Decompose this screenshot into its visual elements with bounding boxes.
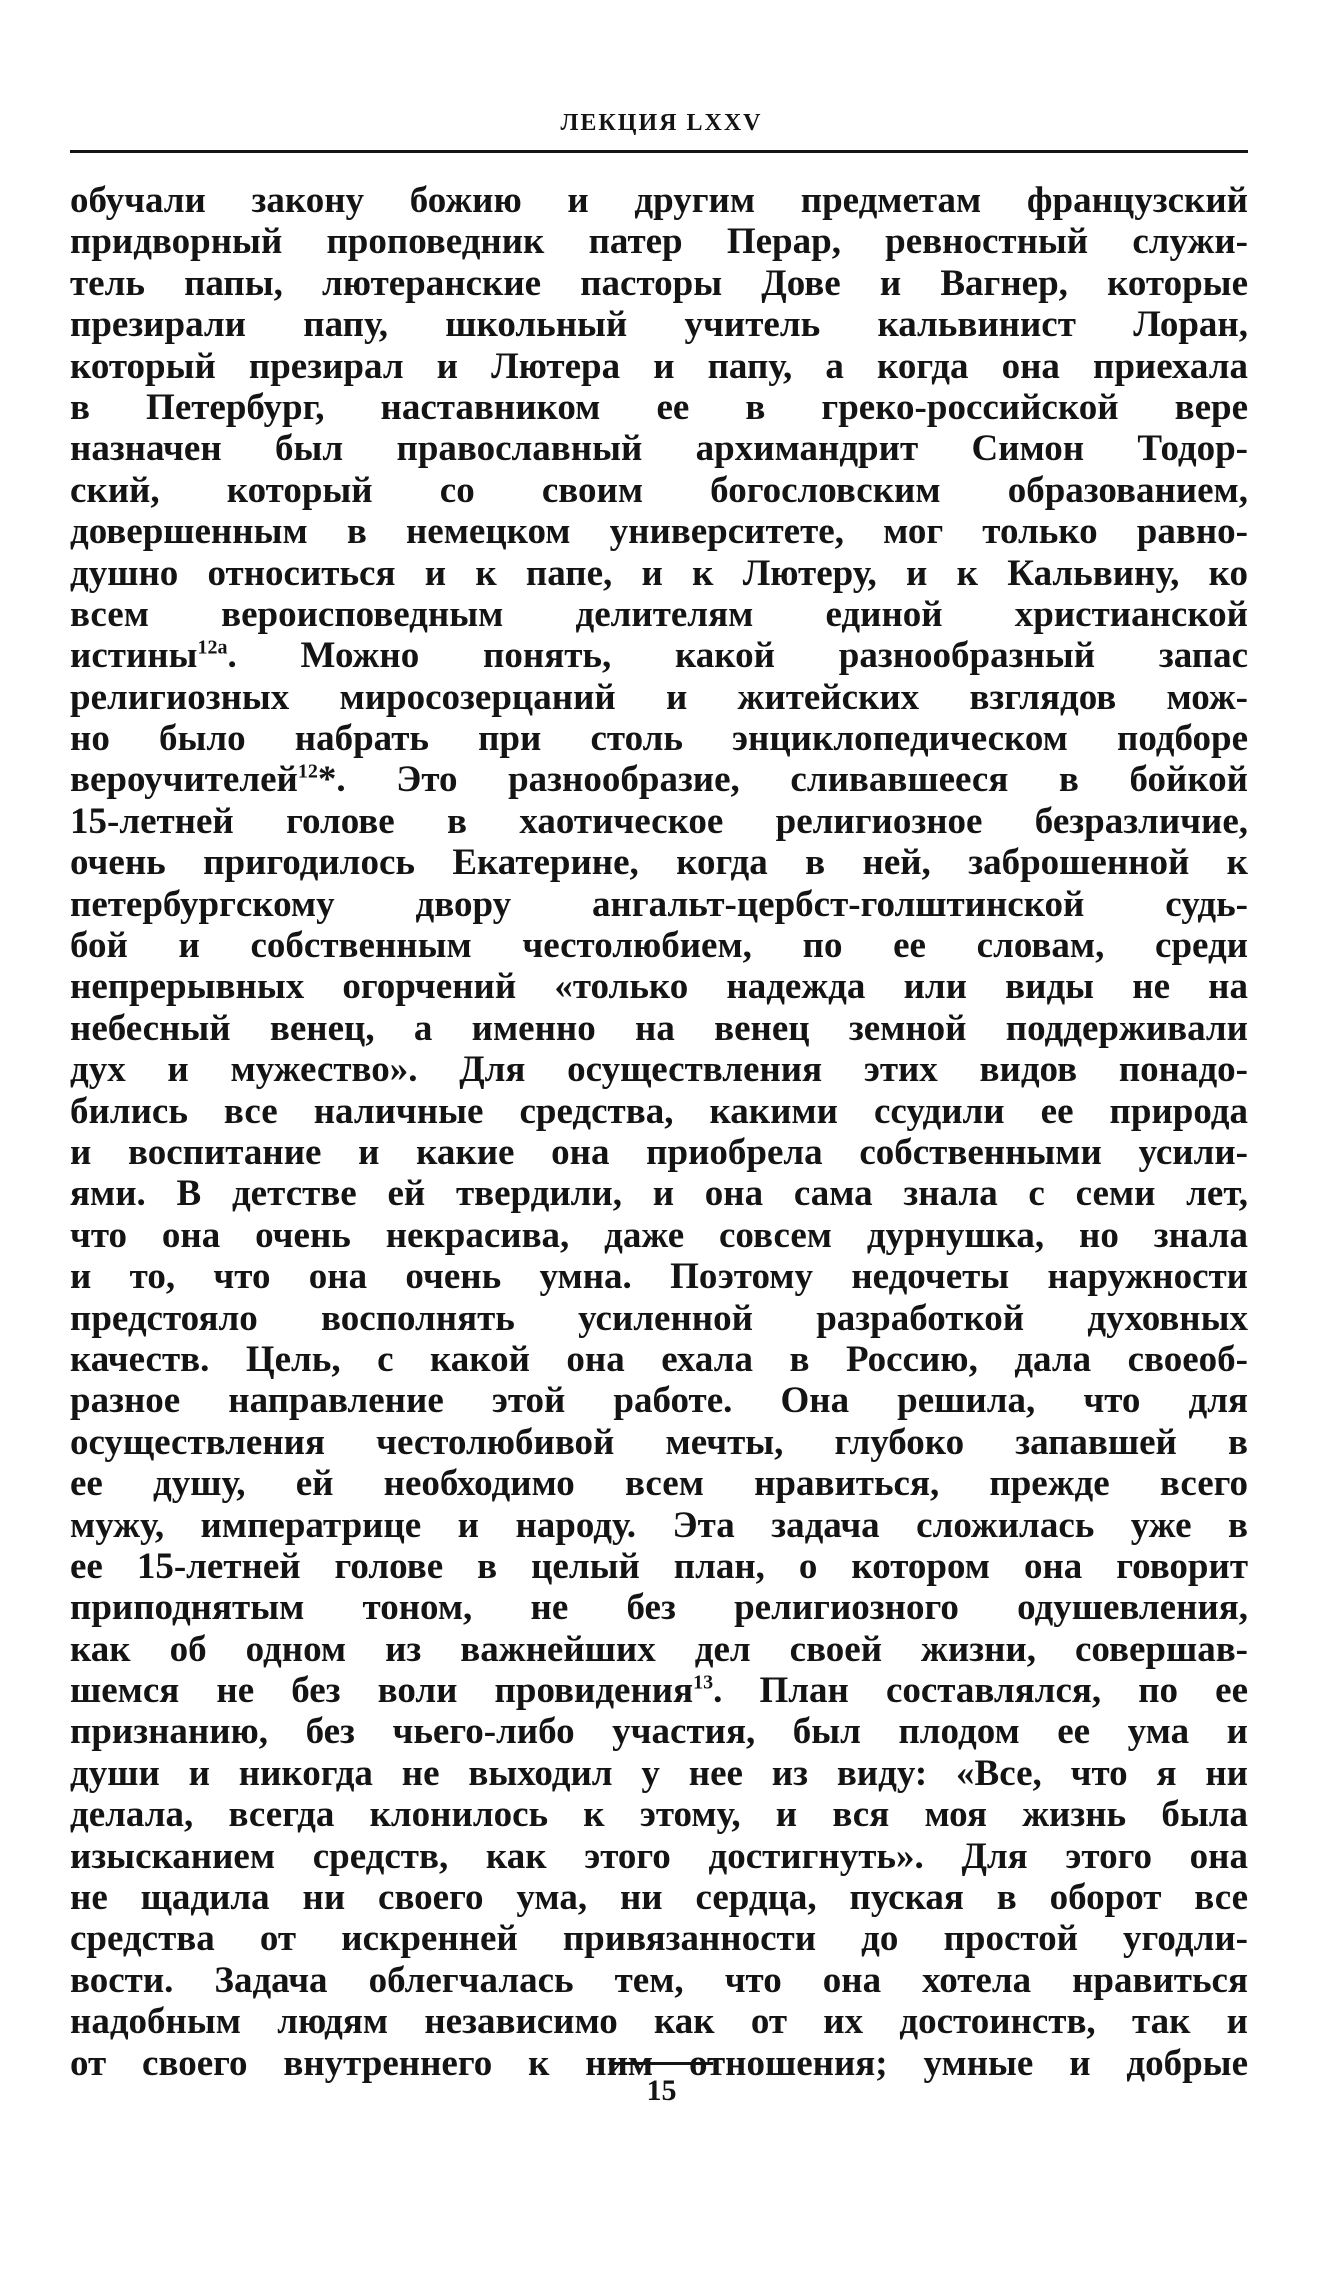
text-line: назначен был православный архимандрит Симон Тодор- bbox=[70, 428, 1248, 470]
text-line: всем вероисповедным делителям единой христианской bbox=[70, 593, 1248, 635]
text-line: ский, который со своим богословским образованием, bbox=[70, 469, 1248, 511]
text-line: осуществления честолюбивой мечты, глубоко запавшей в bbox=[70, 1421, 1248, 1463]
text-line: качеств. Цель, с какой она ехала в Россию, дала своеоб- bbox=[70, 1338, 1248, 1380]
text-line: который презирал и Лютера и папу, а когда она приехала bbox=[70, 345, 1248, 387]
text-line: и воспитание и какие она приобрела собственными усили- bbox=[70, 1131, 1248, 1173]
footnote-star: *. bbox=[317, 759, 346, 801]
footer-rule bbox=[609, 2062, 713, 2065]
text-line: бились все наличные средства, какими ссудили ее природа bbox=[70, 1090, 1248, 1132]
text-line: довершенным в немецком университете, мог только равно- bbox=[70, 511, 1248, 553]
footnote-marker: 13 bbox=[693, 1671, 714, 1694]
line-prefix: истины bbox=[70, 635, 198, 677]
text-line: как об одном из важнейших дел своей жизни, совершав- bbox=[70, 1628, 1248, 1670]
text-line: дух и мужество». Для осуществления этих видов понадо- bbox=[70, 1049, 1248, 1091]
text-line-with-footnote bbox=[70, 635, 1248, 676]
text-line: очень пригодилось Екатерине, когда в ней, заброшенной к bbox=[70, 842, 1248, 884]
text-line: бой и собственным честолюбием, по ее словам, среди bbox=[70, 925, 1248, 967]
text-line: религиозных миросозерцаний и житейских взглядов мож- bbox=[70, 676, 1248, 718]
text-line: ее 15-летней голове в целый план, о котором она говорит bbox=[70, 1545, 1248, 1587]
text-line: петербургскому двору ангальт-цербст-голштинской судь- bbox=[70, 883, 1248, 925]
text-line: надобным людям независимо как от их достоинств, так и bbox=[70, 2001, 1248, 2043]
footnote-marker: 12a bbox=[197, 636, 228, 659]
text-line: что она очень некрасива, даже совсем дурнушка, но знала bbox=[70, 1214, 1248, 1256]
text-line: души и никогда не выходил у нее из виду: «Все, что я ни bbox=[70, 1752, 1248, 1794]
text-line: непрерывных огорчений «только надежда или виды не на bbox=[70, 966, 1248, 1008]
line-rest: . План составлялся, по ее bbox=[713, 1670, 1248, 1712]
footnote-marker: 12 bbox=[297, 761, 318, 784]
text-line: делала, всегда клонилось к этому, и вся моя жизнь была bbox=[70, 1794, 1248, 1836]
text-line: презирали папу, школьный учитель кальвинист Лоран, bbox=[70, 304, 1248, 346]
text-line: 15-летней голове в хаотическое религиозное безразличие, bbox=[70, 800, 1248, 842]
text-line: душно относиться и к папе, и к Лютеру, и к Кальвину, ко bbox=[70, 552, 1248, 594]
line-rest: Это разнообразие, сливавшееся в бойкой bbox=[396, 759, 1248, 801]
text-line: и то, что она очень умна. Поэтому недочеты наружности bbox=[70, 1256, 1248, 1298]
period: . bbox=[227, 635, 237, 677]
text-line: признанию, без чьего-либо участия, был плодом ее ума и bbox=[70, 1711, 1248, 1753]
text-line: изысканием средств, как этого достигнуть». Для этого она bbox=[70, 1835, 1248, 1877]
text-line: предстояло восполнять усиленной разработкой духовных bbox=[70, 1297, 1248, 1339]
text-line: средства от искренней привязанности до простой угодли- bbox=[70, 1918, 1248, 1960]
text-line: в Петербург, наставником ее в греко-российской вере bbox=[70, 386, 1248, 428]
header-rule bbox=[70, 150, 1248, 153]
line-prefix: шемся не без воли провидения bbox=[70, 1670, 694, 1712]
text-line: мужу, императрице и народу. Эта задача сложилась уже в bbox=[70, 1504, 1248, 1546]
text-line: от своего внутреннего к ним отношения; умные и добрые bbox=[70, 2042, 1248, 2084]
text-line-with-footnote bbox=[70, 759, 1248, 800]
text-line: ее душу, ей необходимо всем нравиться, прежде всего bbox=[70, 1463, 1248, 1505]
body-text bbox=[70, 180, 1248, 2084]
text-line: но было набрать при столь энциклопедическом подборе bbox=[70, 718, 1248, 760]
line-rest: Можно понять, какой разнообразный запас bbox=[300, 635, 1248, 677]
running-head: ЛЕКЦИЯ LXXV bbox=[560, 110, 763, 136]
text-line: приподнятым тоном, не без религиозного одушевления, bbox=[70, 1587, 1248, 1629]
line-prefix: вероучителей bbox=[70, 759, 298, 801]
text-line: небесный венец, а именно на венец земной поддерживали bbox=[70, 1007, 1248, 1049]
text-line: разное направление этой работе. Она решила, что для bbox=[70, 1380, 1248, 1422]
text-line: тель папы, лютеранские пасторы Дове и Вагнер, которые bbox=[70, 262, 1248, 304]
page-number: 15 bbox=[646, 2074, 677, 2107]
text-line: не щадила ни своего ума, ни сердца, пуская в оборот все bbox=[70, 1877, 1248, 1919]
text-line: вости. Задача облегчалась тем, что она хотела нравиться bbox=[70, 1959, 1248, 2001]
text-line-with-footnote bbox=[70, 1670, 1248, 1711]
text-line: придворный проповедник патер Перар, ревностный служи- bbox=[70, 221, 1248, 263]
text-line: обучали закону божию и другим предметам французский bbox=[70, 180, 1248, 221]
text-line: ями. В детстве ей твердили, и она сама знала с семи лет, bbox=[70, 1173, 1248, 1215]
